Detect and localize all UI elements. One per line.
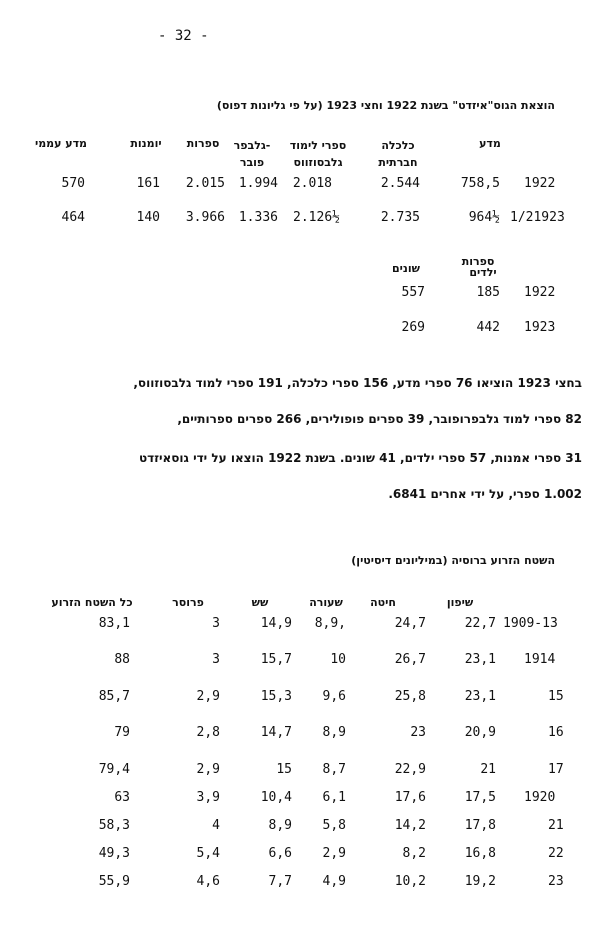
table1-year: 1922 <box>524 176 556 191</box>
table3-cell: 5,8 <box>322 818 346 833</box>
table3-cell: 4 <box>212 818 220 833</box>
table1-cell: 2.015 <box>185 176 225 191</box>
table3-cell: 7,7 <box>268 874 292 889</box>
table3-cell: 88 <box>114 652 130 667</box>
table3-cell: 19,2 <box>464 874 496 889</box>
table3-cell: 8,7 <box>322 762 346 777</box>
table3-cell: 4,9 <box>322 874 346 889</box>
table3-cell: 20,9 <box>464 725 496 740</box>
table3-cell: 15,7 <box>260 652 292 667</box>
table3-cell: 4,6 <box>196 874 220 889</box>
table3-cell: 6,6 <box>268 846 292 861</box>
table1-title: הוצאת הגוס"איזדט" בשנת 1922 וחצי 1923 (על פי גליונות דפוס) <box>216 99 555 112</box>
table1-cell: 161 <box>136 176 160 191</box>
table3-cell: 3 <box>212 616 220 631</box>
table3-year: 1909-13 <box>503 616 558 631</box>
table3-year: 16 <box>548 725 564 740</box>
table3-header-rye: שיפון <box>446 596 474 609</box>
table3-cell: 8,9, <box>314 616 346 631</box>
table1-cell: 570 <box>61 176 85 191</box>
table1-cell: 464 <box>61 210 85 225</box>
table3-year: 22 <box>548 846 564 861</box>
table3-cell: 55,9 <box>98 874 130 889</box>
table1-header-gelbfer: גלבפר- פובר <box>233 139 271 169</box>
table3-cell: 6,1 <box>322 790 346 805</box>
table3-cell: 2,9 <box>196 762 220 777</box>
table3-year: 17 <box>548 762 564 777</box>
table3-title: השטח הזרוע ברוסיה (במיליונים דיסיטין) <box>351 554 555 567</box>
table3-header-total: כל השטח הזרוע <box>51 596 133 609</box>
table3-year: 15 <box>548 689 564 704</box>
table1-header-literature: ספרות <box>186 137 220 150</box>
table3-cell: 10 <box>330 652 346 667</box>
table1-header-journals: יומנות <box>130 137 162 150</box>
page-number: - 32 - <box>158 28 209 44</box>
table3-cell: 8,2 <box>402 846 426 861</box>
table2-cell: 185 <box>476 285 500 300</box>
table3-cell: 3,9 <box>196 790 220 805</box>
table3-cell: 17,5 <box>464 790 496 805</box>
table3-year: 23 <box>548 874 564 889</box>
table3-header-wheat: חיטה <box>370 596 396 609</box>
table3-header-barley: שעורה <box>309 596 343 609</box>
table3-cell: 83,1 <box>98 616 130 631</box>
table3-cell: 17,6 <box>394 790 426 805</box>
table3-cell: 63 <box>114 790 130 805</box>
table3-cell: 10,4 <box>260 790 292 805</box>
table3-cell: 14,2 <box>394 818 426 833</box>
table3-cell: 14,9 <box>260 616 292 631</box>
table2-cell: 269 <box>401 320 425 335</box>
table1-cell: 758,5 <box>460 176 500 191</box>
table3-header-oats: שש <box>251 596 269 609</box>
table1-cell: 2.544 <box>380 176 420 191</box>
table3-cell: 9,6 <box>322 689 346 704</box>
paragraph-line: 1.002 ספרי, על ידי אחרים 6841. <box>388 487 582 501</box>
table3-year: 1914 <box>524 652 556 667</box>
table3-cell: 21 <box>480 762 496 777</box>
table1-cell: 2.735 <box>380 210 420 225</box>
table3-cell: 25,8 <box>394 689 426 704</box>
table3-cell: 3 <box>212 652 220 667</box>
table3-cell: 26,7 <box>394 652 426 667</box>
table3-cell: 79,4 <box>98 762 130 777</box>
table3-cell: 22,7 <box>464 616 496 631</box>
table3-cell: 8,9 <box>268 818 292 833</box>
table2-year: 1922 <box>524 285 556 300</box>
table3-cell: 8,9 <box>322 725 346 740</box>
table3-cell: 23,1 <box>464 689 496 704</box>
table1-header-science: מדע <box>479 137 501 150</box>
table2-header-misc: שונים <box>392 262 420 275</box>
table1-cell: 2.018 <box>292 176 332 191</box>
table1-year: 1/21923 <box>510 210 565 225</box>
table3-cell: 58,3 <box>98 818 130 833</box>
table1-cell: 2.126½ <box>293 210 340 225</box>
table3-cell: 2,9 <box>196 689 220 704</box>
table3-cell: 2,8 <box>196 725 220 740</box>
table3-cell: 79 <box>114 725 130 740</box>
table3-cell: 22,9 <box>394 762 426 777</box>
table1-cell: 3.966 <box>185 210 225 225</box>
table1-cell: 1.994 <box>238 176 278 191</box>
table1-cell: 1.336 <box>238 210 278 225</box>
table3-cell: 16,8 <box>464 846 496 861</box>
table2-header-children: ספרות ילדים <box>461 255 497 279</box>
table3-cell: 5,4 <box>196 846 220 861</box>
table3-cell: 24,7 <box>394 616 426 631</box>
table1-header-textbooks: ספרי לימוד גלבסוזווס <box>289 139 347 169</box>
table3-header-millet: פרוסר <box>172 596 204 609</box>
table2-cell: 442 <box>476 320 500 335</box>
table1-cell: 140 <box>136 210 160 225</box>
paragraph-line: 31 ספרי אמנות, 57 ספרי ילדים, 41 שונים. בשנת 1922 הוצאו על ידי גוסאיזדט <box>139 451 582 465</box>
table3-cell: 15 <box>276 762 292 777</box>
table3-cell: 15,3 <box>260 689 292 704</box>
table3-cell: 14,7 <box>260 725 292 740</box>
table1-header-popular-science: מדע עממי <box>34 137 88 150</box>
table3-cell: 23 <box>410 725 426 740</box>
table1-header-economics: כלכלה חברתית <box>378 139 418 169</box>
table3-cell: 10,2 <box>394 874 426 889</box>
table2-cell: 557 <box>401 285 425 300</box>
table3-cell: 17,8 <box>464 818 496 833</box>
table3-cell: 2,9 <box>322 846 346 861</box>
table3-year: 1920 <box>524 790 556 805</box>
paragraph-line: 82 ספרי למוד גלבפרופובר, 39 ספרים פופולירים, 266 ספרים ספרותיים, <box>177 412 582 426</box>
table3-year: 21 <box>548 818 564 833</box>
table1-cell: 964½ <box>468 210 500 225</box>
table2-year: 1923 <box>524 320 556 335</box>
table3-cell: 85,7 <box>98 689 130 704</box>
table3-cell: 49,3 <box>98 846 130 861</box>
table3-cell: 23,1 <box>464 652 496 667</box>
paragraph-line: בחצי 1923 הוציאו 76 ספרי מדע, 156 ספרי כלכלה, 191 ספרי למוד גלבסוזווס, <box>133 376 582 390</box>
